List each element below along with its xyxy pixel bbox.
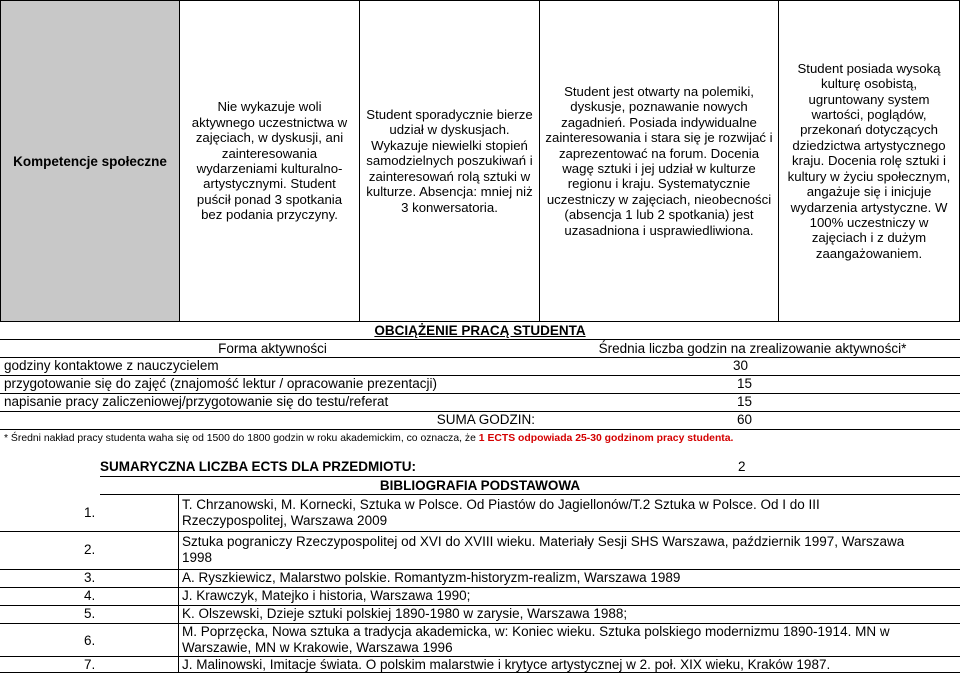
bibliography-num: 2.: [84, 542, 96, 557]
bibliography-num: 7.: [84, 657, 96, 672]
bibliography-text: J. Malinowski, Imitacje świata. O polskim malarstwie i krytyce artystycznej w 2. poł. XIX wieku, Kraków 1987.: [182, 657, 831, 672]
ects-label: SUMARYCZNA LICZBA ECTS DLA PRZEDMIOTU:: [100, 459, 416, 474]
footnote-text: * Średni nakład pracy studenta waha się od 1500 do 1800 godzin w roku akademickim, co oznacza, że: [4, 433, 476, 444]
bibliography-num: 4.: [84, 588, 96, 603]
grade-cell-3: [539, 0, 779, 322]
workload-sum-label: SUMA GODZIN:: [436, 412, 535, 427]
bibliography-text: Sztuka pograniczy Rzeczypospolitej od XVI do XVIII wieku. Materiały Sesji SHS Warszawa, październik 1997, Warszawa 1998: [182, 534, 905, 565]
grade-cell-2: [359, 0, 540, 322]
bibliography-item: [0, 570, 960, 587]
footnote-highlight: 1 ECTS odpowiada 25-30 godzinom pracy studenta.: [478, 433, 734, 444]
workload-hours: 15: [737, 394, 753, 409]
bibliography-text: J. Krawczyk, Matejko i historia, Warszawa 1990;: [182, 588, 471, 603]
bibliography-text: K. Olszewski, Dzieje sztuki polskiej 1890-1980 w zarysie, Warszawa 1988;: [182, 606, 628, 621]
grade-text-4: Student posiada wysoką kulturę osobistą, ugruntowany system wartości, poglądów, przekonań dotyczących dziedzictwa artystycznego kraju. Docenia rolę sztuki i kultury w życiu społecznym, angażuje się i inicjuje wydarzenia artystyczne. W 100% uczestniczy w zajęciach i z dużym zaangażowaniem.: [787, 60, 951, 261]
bibliography-title-row: [100, 477, 860, 494]
bibliography-item: [0, 606, 960, 623]
workload-sum-row: [0, 412, 960, 429]
bibliography-num: 3.: [84, 570, 96, 585]
workload-col-activity: Forma aktywności: [218, 341, 327, 356]
workload-hours: 30: [733, 358, 749, 373]
bibliography-text: T. Chrzanowski, M. Kornecki, Sztuka w Polsce. Od Piastów do Jagiellonów/T.2 Sztuka w Polsce. Od I do III Rzeczypospolitej, Warszawa 2009: [182, 497, 820, 528]
workload-section: [0, 322, 960, 450]
workload-row: [0, 394, 960, 411]
bibliography-text: M. Poprzęcka, Nowa sztuka a tradycja akademicka, w: Koniec wieku. Sztuka polskiego modernizmu 1890-1914. MN w Warszawie, MN w Krakowie, Warszawa 1996: [182, 624, 890, 655]
bibliography-item: [0, 657, 960, 673]
bibliography-text: A. Ryszkiewicz, Malarstwo polskie. Romantyzm-historyzm-realizm, Warszawa 1989: [182, 570, 681, 585]
bibliography-list: [0, 495, 960, 675]
grade-cell-1: [179, 0, 360, 322]
workload-title: OBCIĄŻENIE PRACĄ STUDENTA: [374, 323, 586, 338]
grade-text-1: Nie wykazuje woli aktywnego uczestnictwa w zajęciach, w dyskusji, ani zainteresowania wydarzeniami kulturalno-artystycznymi. Student puścił ponad 3 spotkania bez podania przyczyny.: [191, 99, 348, 223]
workload-row: [0, 376, 960, 393]
bibliography-title: BIBLIOGRAFIA PODSTAWOWA: [379, 478, 581, 493]
bibliography-item: [0, 624, 960, 656]
workload-activity: napisanie pracy zaliczeniowej/przygotowanie się do testu/referat: [4, 394, 389, 409]
grade-text-2: Student sporadycznie bierze udział w dyskusjach. Wykazuje niewielki stopień samodzielnych poszukiwań i zainteresowań rolą sztuki w kulturze. Absencja: mniej niż 3 konwersatoria.: [366, 107, 533, 215]
ects-value: 2: [738, 459, 746, 474]
workload-activity: przygotowanie się do zajęć (znajomość lektur / opracowanie prezentacji): [4, 376, 437, 391]
competences-label-cell: [0, 0, 180, 322]
ects-row: [100, 458, 960, 476]
workload-footnote: [4, 432, 960, 448]
workload-row: [0, 358, 960, 375]
bibliography-num: 5.: [84, 606, 96, 621]
competences-label: Kompetencje społeczne: [13, 153, 167, 169]
bibliography-item: [0, 588, 960, 605]
workload-col-hours: Średnia liczba godzin na zrealizowanie aktywności*: [598, 341, 907, 356]
bibliography-num: 1.: [84, 505, 96, 520]
workload-activity: godziny kontaktowe z nauczycielem: [4, 358, 219, 373]
workload-hours: 15: [737, 376, 753, 391]
bibliography-item: [0, 495, 960, 531]
grade-cell-4: [778, 0, 960, 322]
bibliography-item: [0, 532, 960, 568]
workload-sum-value: 60: [737, 412, 753, 427]
grade-text-3: Student jest otwarty na polemiki, dyskusje, poznawanie nowych zagadnień. Posiada indywidualne zainteresowania i stara się je rozwijać i zaprezentować na forum. Docenia wagę sztuki i jej udział w kulturze regionu i kraju. Systematycznie uczestniczy w zajęciach, nieobecności (absencja 1 lub 2 spotkania) jest uzasadniona i usprawiedliwiona.: [545, 83, 773, 238]
bibliography-num: 6.: [84, 633, 96, 648]
